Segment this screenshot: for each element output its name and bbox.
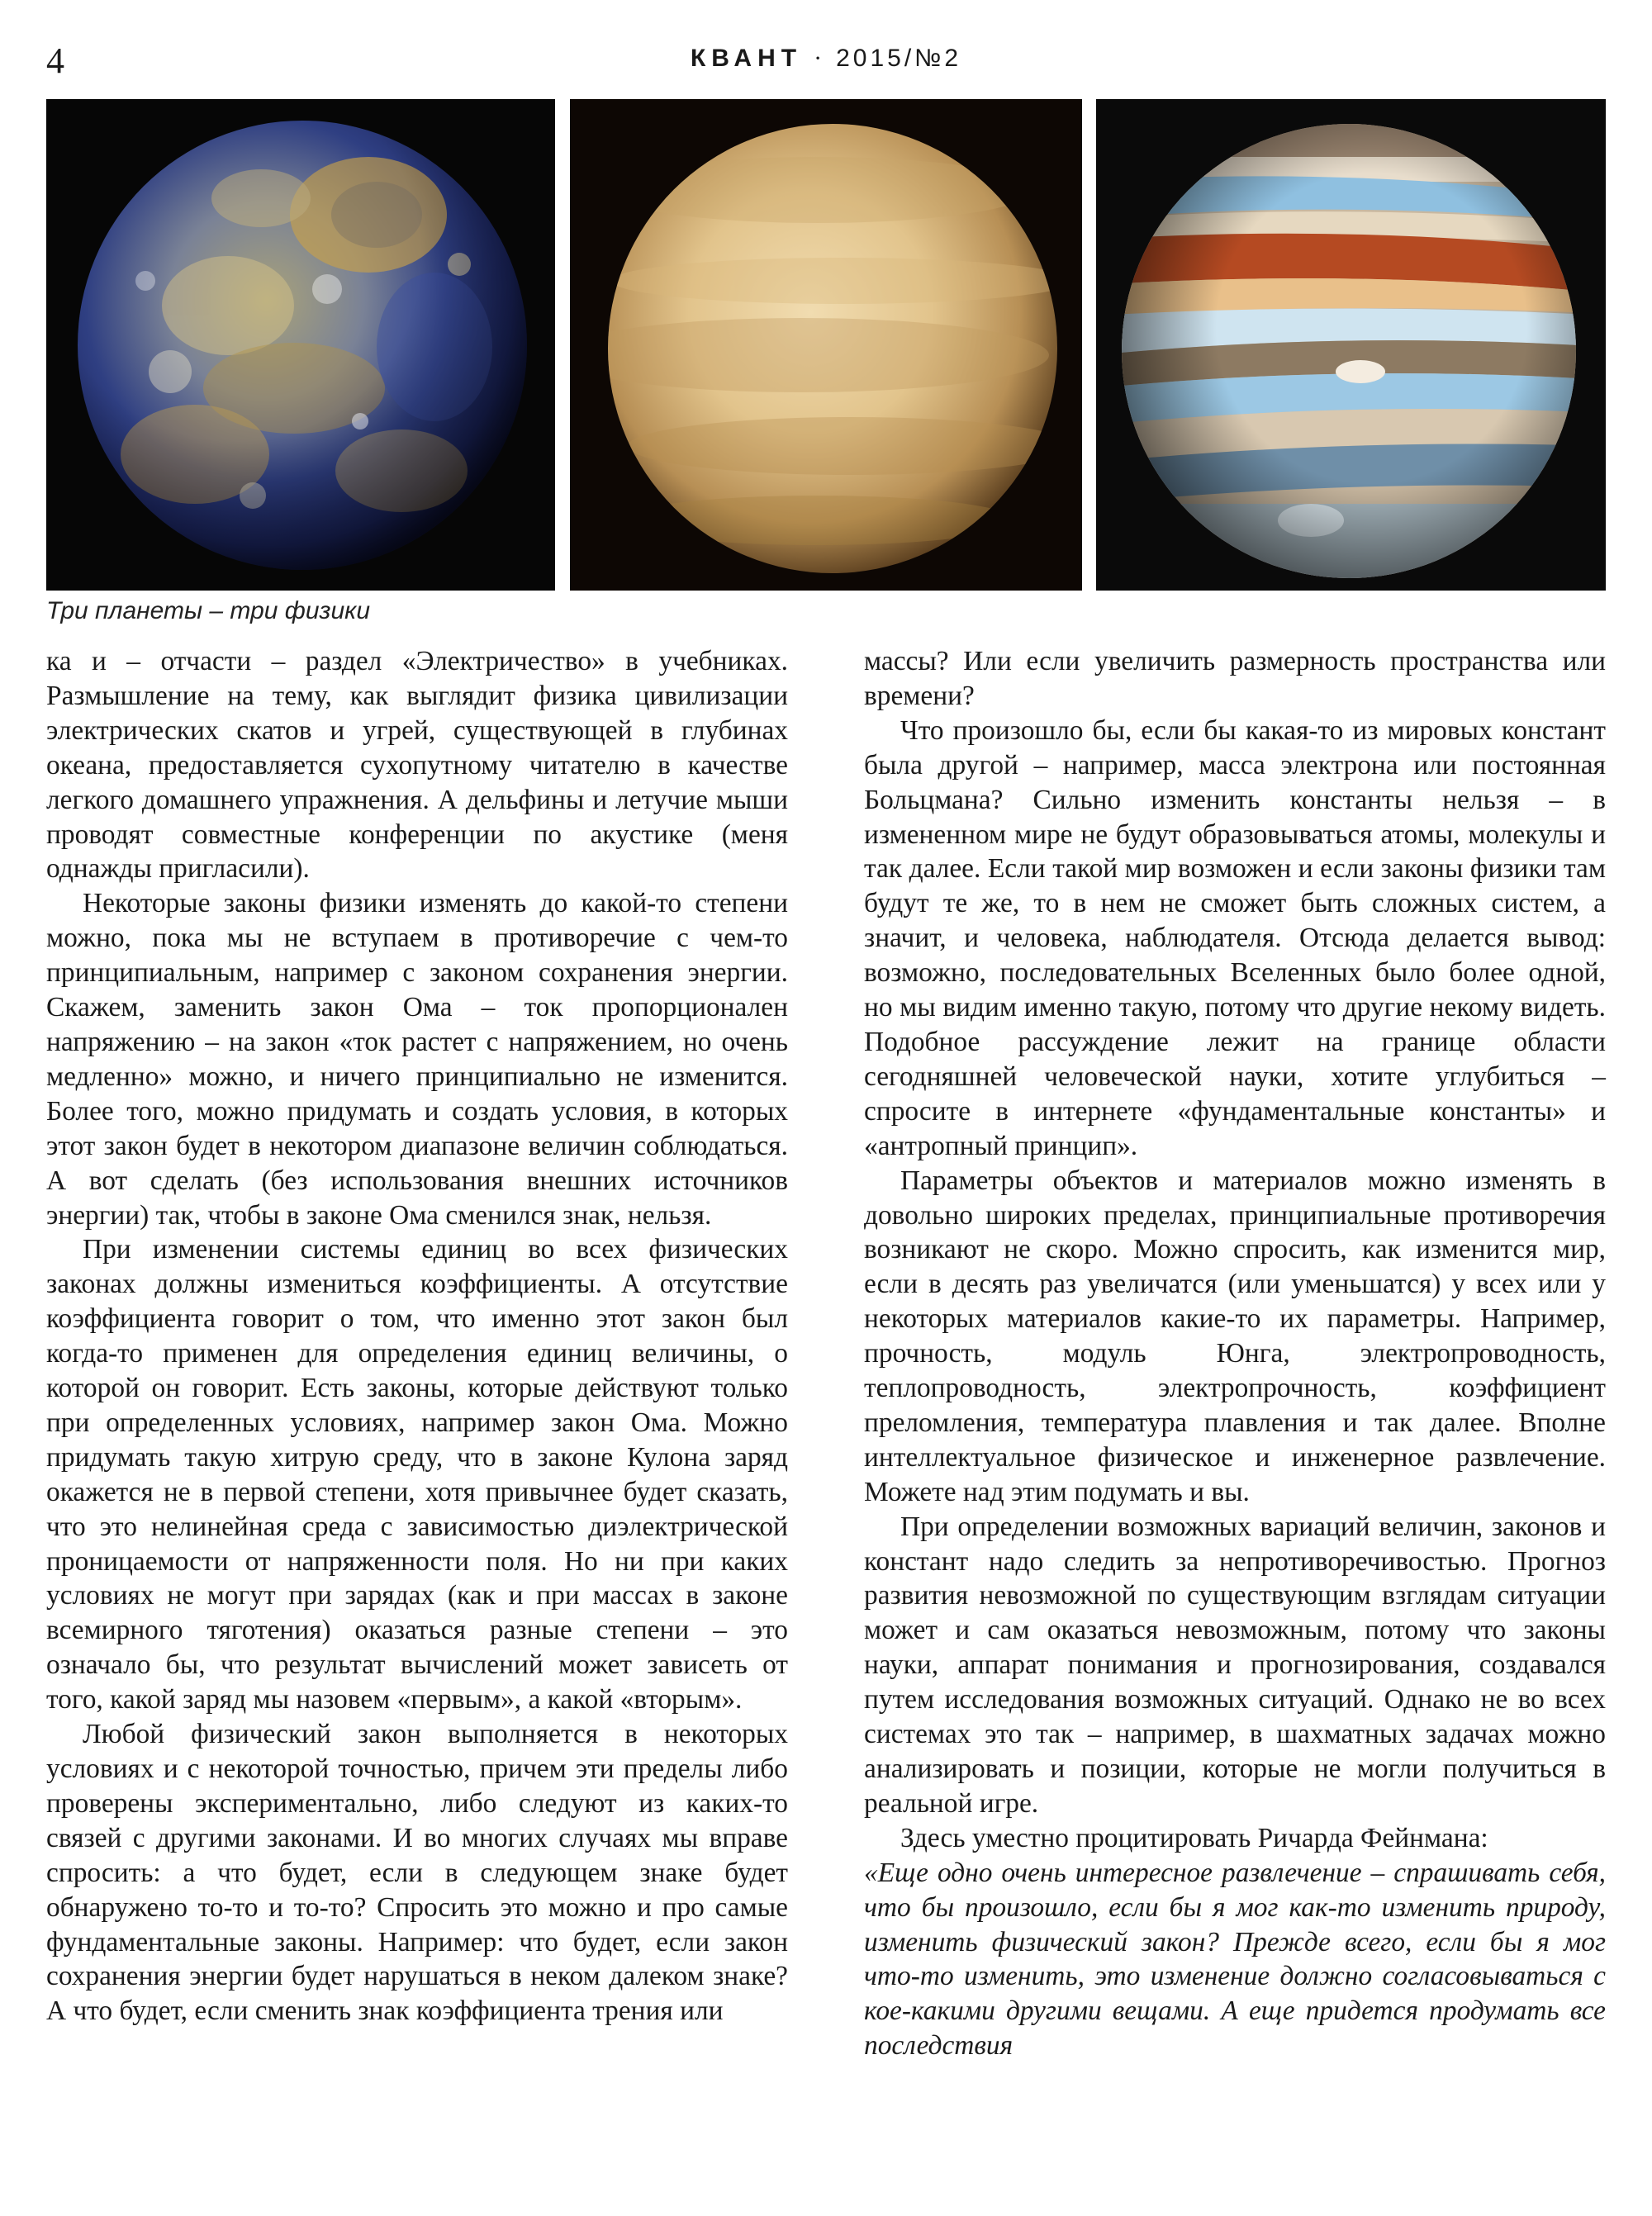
paragraph: Любой физический закон выполняется в некоторых условиях и с некоторой точностью, причем эти пределы либо проверены экспериментально, либо следуют из каких-то связей с другими законами. И во многих случаях мы вправе спросить: а что будет, если в следующем знаке будет обнаружено то-то и то-то? Спросить это можно и про самые фундаментальные законы. Например: что будет, если закон сохранения энергии будет нарушаться в неком далеком знаке? А что будет, если сменить знак коэффициента трения или [46, 1719, 788, 2027]
issue-number: 2015/№2 [836, 45, 962, 72]
figure-caption: Три планеты – три физики [46, 597, 371, 624]
paragraph: массы? Или если увеличить размерность пространства или времени? [864, 646, 1606, 711]
paragraph: Здесь уместно процитировать Ричарда Фейнмана: [900, 1822, 1488, 1853]
running-head [0, 46, 1652, 71]
mercury-photo [46, 99, 555, 591]
magazine-title: КВАНТ [690, 45, 803, 72]
jupiter-photo [1096, 99, 1606, 591]
page-number: 4 [46, 40, 64, 81]
venus-photo [570, 99, 1082, 591]
paragraph: Что произошло бы, если бы какая-то из мировых констант была другой – например, масса электрона или постоянная Больцмана? Сильно изменить константы нельзя – в измененном мире не будут образовываться атомы, молекулы и так далее. Если такой мир возможен и если законы физики там будут те же, то в нем не сможет быть сложных систем, а значит, и человека, наблюдателя. Отсюда делается вывод: возможно, последовательных Вселенных было более одной, но мы видим именно такую, потому что другие некому видеть. Подобное рассуждение лежит на границе области сегодняшней человеческой науки, хотите углубиться – спросите в интернете «фундаментальные константы» и «антропный принцип». [864, 714, 1606, 1161]
paragraph: Некоторые законы физики изменять до какой-то степени можно, пока мы не вступаем в противоречие с чем-то принципиальным, например с законом сохранения энергии. Скажем, заменить закон Ома – ток пропорционален напряжению – на закон «ток растет с напряжением, но очень медленно» можно, и ничего принципиально не изменится. Более того, можно придумать и создать условия, в которых этот закон будет в некотором диапазоне величин соблюдаться. А вот сделать (без использования внешних источников энергии) так, чтобы в законе Ома сменился знак, нельзя. [46, 888, 788, 1231]
paragraph: При изменении системы единиц во всех физических законах должны измениться коэффициенты. А отсутствие коэффициента говорит о том, что именно этот закон был когда-то применен для определения единиц величины, о которой он говорит. Есть законы, которые действуют только при определенных условиях, например закон Ома. Можно придумать такую хитрую среду, что в законе Кулона заряд окажется не в первой степени, хотя привычнее будет сказать, что это нелинейная среда с зависимостью диэлектрической проницаемости от напряженности поля. Но ни при каких условиях не могут при зарядах (как и при массах в законе всемирного тяготения) оказаться разные степени – это означало бы, что результат вычислений может зависеть от того, какой заряд мы назовем «первым», а какой «вторым». [46, 1234, 788, 1715]
right-column [864, 644, 1606, 2063]
venus-planet-icon [570, 99, 1082, 591]
jupiter-planet-icon [1096, 99, 1606, 591]
feynman-quote: «Еще одно очень интересное развлечение – спрашивать себя, что бы произошло, если бы я мог как-то изменить природу, изменить физический закон? Прежде всего, если бы я мог что-то изменить, это изменение должно согласовываться с кое-какими другими вещами. А еще придется продумать все последствия [864, 1857, 1606, 2062]
paragraph: Параметры объектов и материалов можно изменять в довольно широких пределах, принципиальные противоречия возникают не скоро. Можно спросить, как изменится мир, если в десять раз увеличатся (или уменьшатся) у всех или у некоторых материалов какие-то их параметры. Например, прочность, модуль Юнга, электропроводность, теплопроводность, электропрочность, коэффициент преломления, температура плавления и так далее. Вполне интеллектуальное физическое и инженерное развлечение. Можете над этим подумать и вы. [864, 1165, 1606, 1507]
paragraph: ка и – отчасти – раздел «Электричество» в учебниках. Размышление на тему, как выглядит физика цивилизации электрических скатов и угрей, существующей в глубинах океана, предоставляется сухопутному читателю в качестве легкого домашнего упражнения. А дельфины и летучие мыши проводят совместные конференции по акустике (меня однажды пригласили). [46, 646, 788, 885]
mercury-planet-icon [46, 99, 555, 591]
header-separator: · [814, 45, 825, 72]
left-column [46, 644, 788, 2029]
paragraph: При определении возможных вариаций величин, законов и констант надо следить за непротиворечивостью. Прогноз развития невозможной по существующим взглядам ситуации может и сам оказаться невозможным, потому что законы науки, аппарат понимания и прогнозирования, создавался путем исследования возможных ситуаций. Однако не во всех системах это так – например, в шахматных задачах можно анализировать и позиции, которые не могли получиться в реальной игре. [864, 1511, 1606, 1819]
